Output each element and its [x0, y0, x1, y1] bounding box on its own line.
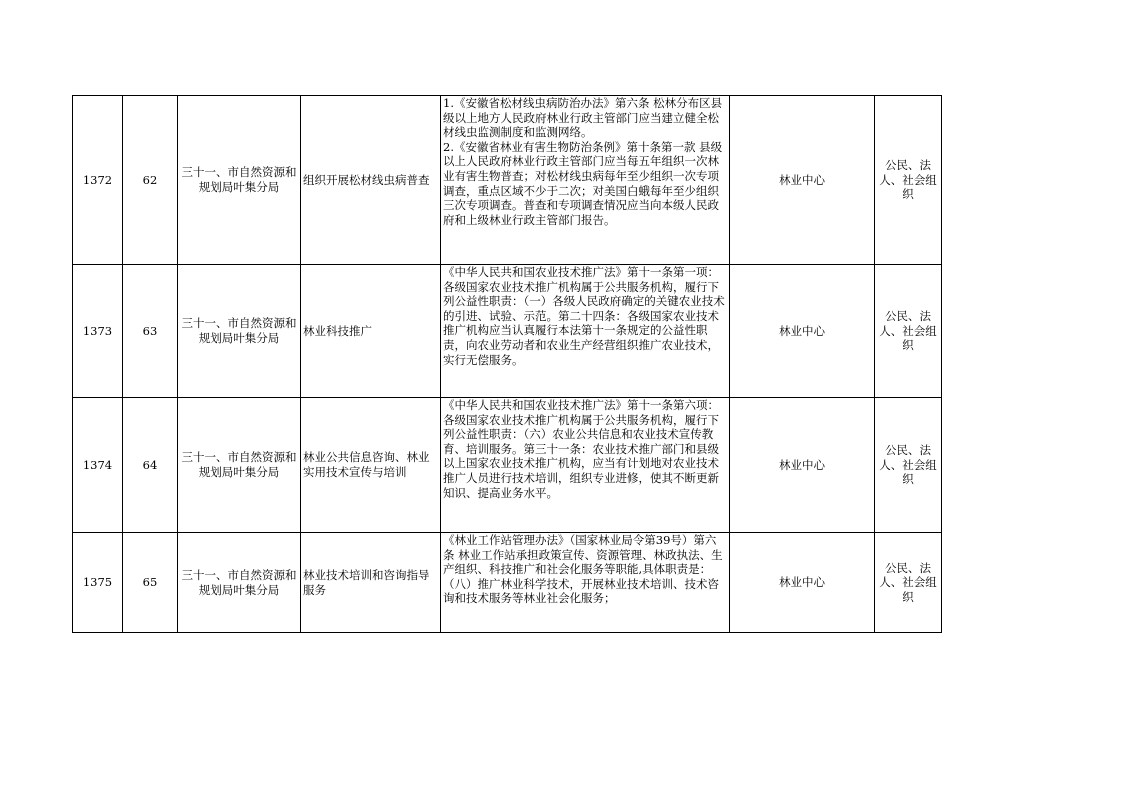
- service-table: [72, 95, 942, 633]
- basis-paragraph: 《林业工作站管理办法》（国家林业局令第39号）第六条 林业工作站承担政策宣传、资源管理、林政执法、生产组织、科技推广和社会化服务等职能,具体职责是：（八）推广林业科学技术，开展林业技术培训、技术咨询和技术服务等林业社会化服务；: [443, 533, 723, 606]
- item-cell: 林业科技推广: [301, 265, 441, 398]
- item-cell: 林业技术培训和咨询指导服务: [301, 533, 441, 633]
- target-cell: 公民、法人、社会组织: [875, 96, 942, 265]
- basis-cell: [441, 533, 730, 633]
- table-row: [73, 533, 942, 633]
- sub-seq-cell: 65: [123, 533, 178, 633]
- dept-cell: 三十一、市自然资源和规划局叶集分局: [178, 96, 301, 265]
- table-row: [73, 96, 942, 265]
- target-cell: 公民、法人、社会组织: [875, 265, 942, 398]
- dept-cell: 三十一、市自然资源和规划局叶集分局: [178, 533, 301, 633]
- item-cell: 组织开展松材线虫病普查: [301, 96, 441, 265]
- unit-cell: 林业中心: [730, 398, 875, 533]
- target-cell: 公民、法人、社会组织: [875, 533, 942, 633]
- basis-cell: [441, 96, 730, 265]
- seq-cell: 1374: [73, 398, 123, 533]
- dept-cell: 三十一、市自然资源和规划局叶集分局: [178, 265, 301, 398]
- unit-cell: 林业中心: [730, 533, 875, 633]
- basis-paragraph: 《中华人民共和国农业技术推广法》第十一条第一项：各级国家农业技术推广机构属于公共服务机构，履行下列公益性职责：（一）各级人民政府确定的关键农业技术的引进、试验、示范。第二十四条：各级国家农业技术推广机构应当认真履行本法第十一条规定的公益性职责，向农业劳动者和农业生产经营组织推广农业技术，实行无偿服务。: [443, 265, 725, 367]
- basis-paragraph: 1.《安徽省松材线虫病防治办法》第六条 松林分布区县级以上地方人民政府林业行政主管部门应当建立健全松材线虫监测制度和监测网络。: [443, 96, 723, 140]
- unit-cell: 林业中心: [730, 265, 875, 398]
- seq-cell: 1373: [73, 265, 123, 398]
- basis-paragraph: 2.《安徽省林业有害生物防治条例》第十条第一款 县级以上人民政府林业行政主管部门应当每五年组织一次林业有害生物普查；对松材线虫病每年至少组织一次专项调查，重点区域不少于二次；对美国白蛾每年至少组织三次专项调查。普查和专项调查情况应当向本级人民政府和上级林业行政主管部门报告。: [443, 139, 723, 227]
- basis-cell: [441, 265, 730, 398]
- basis-paragraph: 《中华人民共和国农业技术推广法》第十一条第六项：各级国家农业技术推广机构属于公共服务机构，履行下列公益性职责：（六）农业公共信息和农业技术宣传教育、培训服务。第三十一条：农业技术推广部门和县级以上国家农业技术推广机构，应当有计划地对农业技术推广人员进行技术培训，组织专业进修，使其不断更新知识、提高业务水平。: [443, 398, 719, 500]
- seq-cell: 1372: [73, 96, 123, 265]
- table-row: [73, 398, 942, 533]
- basis-cell: [441, 398, 730, 533]
- table-row: [73, 265, 942, 398]
- sub-seq-cell: 62: [123, 96, 178, 265]
- target-cell: 公民、法人、社会组织: [875, 398, 942, 533]
- dept-cell: 三十一、市自然资源和规划局叶集分局: [178, 398, 301, 533]
- seq-cell: 1375: [73, 533, 123, 633]
- sub-seq-cell: 63: [123, 265, 178, 398]
- sub-seq-cell: 64: [123, 398, 178, 533]
- unit-cell: 林业中心: [730, 96, 875, 265]
- item-cell: 林业公共信息咨询、林业实用技术宣传与培训: [301, 398, 441, 533]
